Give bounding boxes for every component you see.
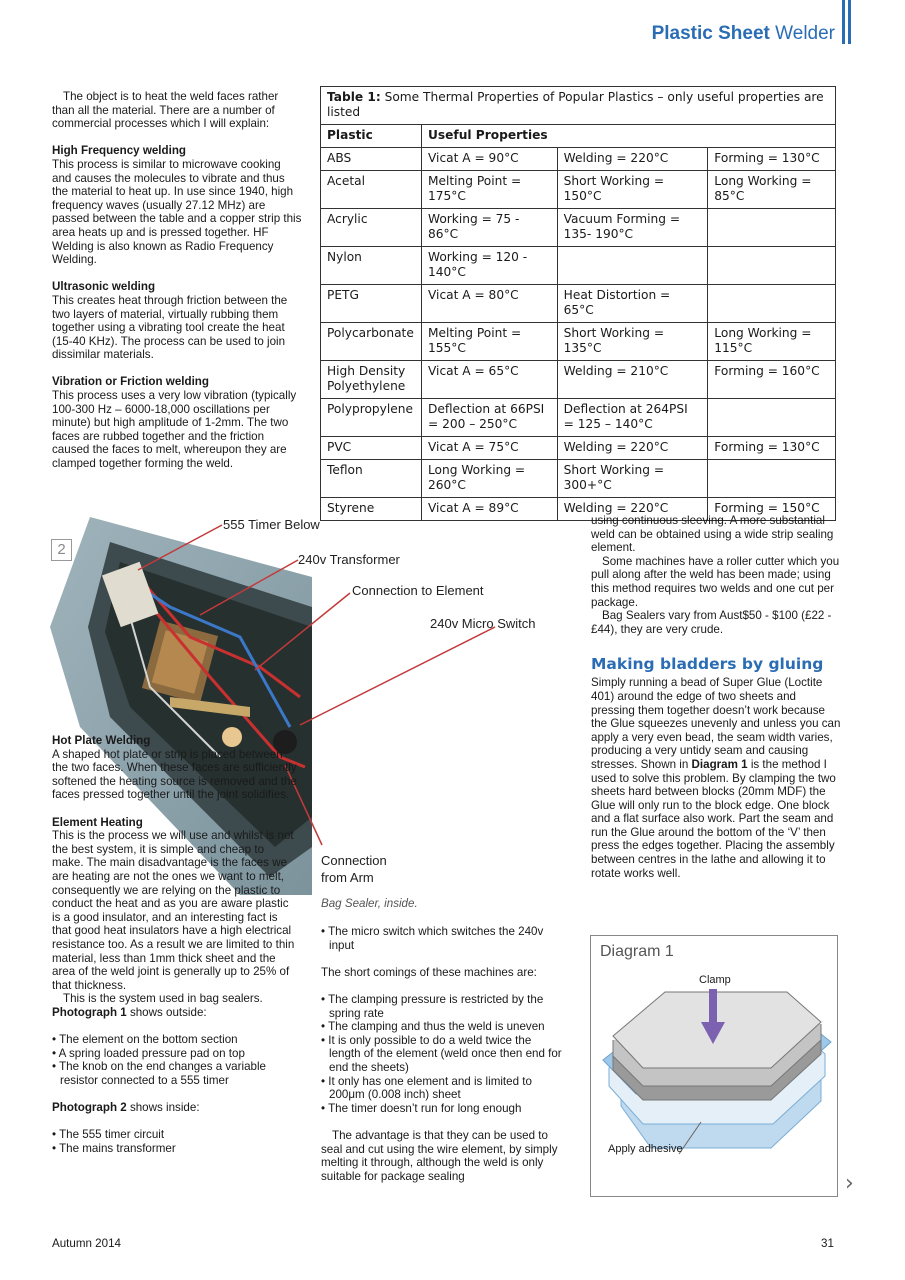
table-row: Acrylic Working = 75 - 86°C Vacuum Forming = 135- 190°C [321, 209, 836, 247]
element-body2: This is the system used in bag sealers. [63, 992, 263, 1006]
footer-issue: Autumn 2014 [52, 1237, 121, 1250]
right-p1: using continuous sleeving. A more substantial weld can be obtained using a wide strip sealing element. [591, 514, 834, 555]
shortcomings-list [321, 993, 566, 1115]
photo1-line: Photograph 1 shows outside: [52, 1005, 207, 1019]
diagram-adhesive-label: Apply adhesive [608, 1143, 683, 1155]
section-heading: Making bladders by gluing [591, 655, 824, 674]
table-row: Acetal Melting Point = 175°C Short Working = 150°C Long Working = 85°C [321, 171, 836, 209]
element-heading: Element Heating [52, 815, 143, 829]
photo1-list [52, 1033, 298, 1087]
diagram-1 [590, 935, 838, 1197]
page-title: Plastic Sheet Welder [651, 23, 835, 44]
hf-body: This process is similar to microwave cooking and causes the molecules to vibrate and thus the material to heat up. In use since 1940, high frequency waves (usually 27.12 MHz) are passed between the table and a copper strip this area heats up and is pressed together. HF Welding is also known as Radio Frequency Welding. [52, 157, 302, 267]
right-p2: Some machines have a roller cutter which you pull along after the weld has been made; using this method requires two welds and one cut per package. [591, 554, 840, 609]
label-connection-element: Connection to Element [352, 583, 484, 598]
advantage-text: The advantage is that they can be used to seal and cut using the wire element, by simply melting it through, although the weld is only suitable for package sealing [321, 1128, 558, 1183]
label-transformer: 240v Transformer [298, 552, 400, 567]
list-item: • It only has one element and is limited to 200μm (0.008 inch) sheet [321, 1074, 532, 1102]
table-row: ABS Vicat A = 90°C Welding = 220°C Forming = 130°C [321, 148, 836, 171]
list-item: • The micro switch which switches the 240v input [321, 925, 544, 952]
list-item: • It is only possible to do a weld twice the length of the element (weld once then end for end the sheets) [321, 1033, 562, 1074]
properties-table [320, 86, 836, 521]
label-connection-arm: Connection from Arm [321, 853, 387, 885]
us-heading: Ultrasonic welding [52, 280, 156, 294]
element-body: This is the process we will use and whilst is not the best system, it is simple and cheap to make. The main disadvantage is the faces we are heating are not the ones we want to melt, consequently we are relying on the plastic to conduct the heat and as you are aware plastic is a good insulator, and an interesting fact is that good heat insulators have a high electrical resistance too. As a result we are limited to thin material, less than 1mm thick sheet and the area of the weld joint is generally up to 25% of that thickness. [52, 829, 295, 992]
photo2-line: Photograph 2 shows inside: [52, 1101, 200, 1115]
right-p3: Bag Sealers vary from Aust$50 - $100 (£22 - £44), they are very crude. [591, 609, 832, 636]
col-plastic: Plastic [321, 125, 422, 148]
list-item: • The 555 timer circuit [52, 1128, 165, 1142]
hf-heading: High Frequency welding [52, 144, 186, 158]
list-item: • The clamping pressure is restricted by the spring rate [321, 992, 544, 1020]
table-caption: Table 1: Some Thermal Properties of Popular Plastics – only useful properties are listed [321, 87, 836, 125]
table-row: Nylon Working = 120 - 140°C [321, 247, 836, 285]
vib-heading: Vibration or Friction welding [52, 375, 209, 389]
list-item: • The timer doesn’t run for long enough [321, 1101, 522, 1115]
intro-text: The object is to heat the weld faces rather than all the material. There are a number of commercial processes which I will explain: [52, 90, 279, 131]
table-row: High Density Polyethylene Vicat A = 65°C Welding = 210°C Forming = 160°C [321, 361, 836, 399]
chevron-right-icon: › [845, 1171, 854, 1196]
list-item: • The mains transformer [52, 1141, 176, 1155]
photo-caption: Bag Sealer, inside. [321, 897, 418, 910]
list-item: • The knob on the end changes a variable resistor connected to a 555 timer [52, 1060, 266, 1087]
list-item: • The clamping and thus the weld is uneven [321, 1020, 545, 1034]
left-column-top [52, 90, 302, 471]
label-555-timer: 555 Timer Below [223, 517, 320, 532]
col-properties: Useful Properties [421, 125, 835, 148]
middle-column-lower [321, 925, 566, 1183]
hotplate-heading: Hot Plate Welding [52, 734, 151, 747]
hotplate-body: A shaped hot plate or strip is placed between the two faces. When these faces are sufficiently softened the heating source is removed and the faces pressed together until the joint solidifies. [52, 747, 297, 802]
table-row: Styrene Vicat A = 89°C Welding = 220°C Forming = 150°C [321, 498, 836, 521]
right-column [591, 514, 841, 880]
table-row: PETG Vicat A = 80°C Heat Distortion = 65°C [321, 285, 836, 323]
properties-table-wrap [320, 86, 836, 521]
list-item: • The element on the bottom section [52, 1033, 238, 1047]
diagram-clamp-label: Clamp [699, 974, 731, 986]
table-row: Polycarbonate Melting Point = 155°C Short Working = 135°C Long Working = 115°C [321, 323, 836, 361]
switch-list [321, 925, 566, 952]
list-item: • A spring loaded pressure pad on top [52, 1046, 245, 1060]
photo2-list [52, 1128, 298, 1155]
diagram-title: Diagram 1 [600, 943, 674, 960]
header-bars [842, 0, 852, 44]
shortcomings-intro: The short comings of these machines are: [321, 965, 537, 979]
table-row: Teflon Long Working = 260°C Short Working = 300+°C [321, 460, 836, 498]
table-row: Polypropylene Deflection at 66PSI = 200 – 250°C Deflection at 264PSI = 125 – 140°C [321, 399, 836, 437]
photo-number: 2 [51, 539, 72, 561]
table-row: PVC Vicat A = 75°C Welding = 220°C Forming = 130°C [321, 437, 836, 460]
gluing-body: Simply running a bead of Super Glue (Loctite 401) around the edge of two sheets and pressing them together doesn’t work because the Glue squeezes unevenly and unless you can apply a very even bead, the seam width varies, producing a very untidy seam and causing stresses. Shown in Diagram 1 is the method I used to solve this problem. By clamping the two sheets hard between blocks (20mm MDF) the Glue will only run to the block edge. One block and a flat surface also work. Part the seam and run the Glue around the bottom of the ‘V’ then press the edges together. Placing the assembly between centres in the lathe and allowing it to rotate works well. [591, 676, 841, 880]
vib-body: This process uses a very low vibration (typically 100-300 Hz – 6000-18,000 oscillations per minute) but high amplitude of 1-2mm. The two faces are rubbed together and the friction caused the faces to melt, whereupon they are clamped together forming the weld. [52, 389, 297, 471]
page-number: 31 [821, 1237, 834, 1250]
left-column-lower [52, 734, 298, 1155]
us-body: This creates heat through friction between the two layers of material, virtually rubbing them together using a vibrating tool create the heat (15-40 KHz). The process can be used to join dissimilar materials. [52, 293, 288, 362]
label-micro-switch: 240v Micro Switch [430, 616, 536, 631]
